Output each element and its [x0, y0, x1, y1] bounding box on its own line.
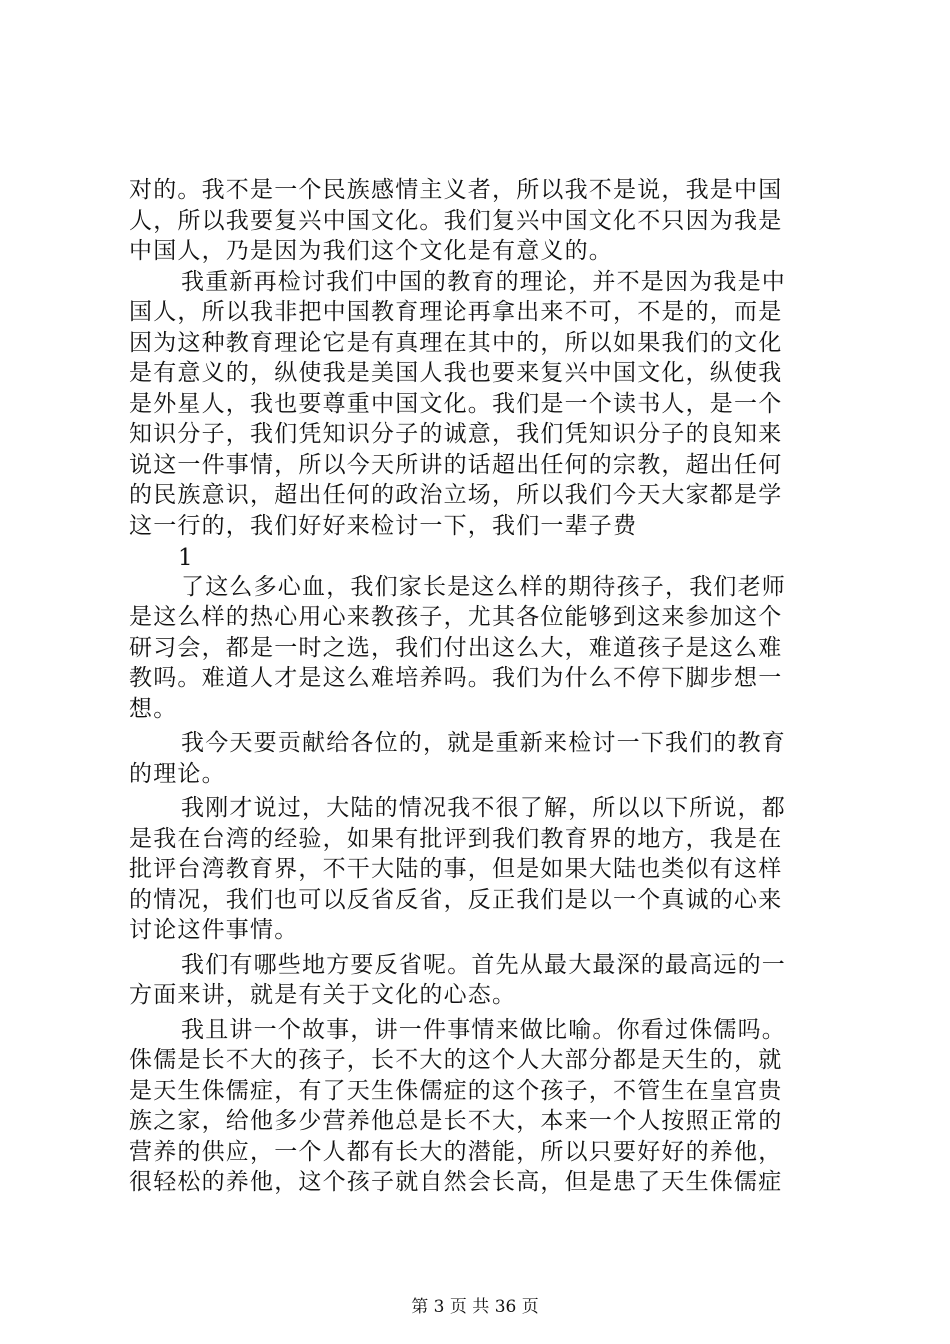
text-line: 侏儒是长不大的孩子，长不大的这个人大部分都是天生的，就: [129, 1047, 783, 1073]
text-line: 很轻松的养他，这个孩子就自然会长高，但是患了天生侏儒症: [129, 1169, 783, 1195]
text-line: 我今天要贡献给各位的，就是重新来检讨一下我们的教育: [181, 730, 786, 756]
text-line: 的情况，我们也可以反省反省，反正我们是以一个真诚的心来: [129, 887, 783, 913]
text-line: 我们有哪些地方要反省呢。首先从最大最深的最高远的一: [181, 952, 786, 978]
text-line: 了这么多心血，我们家长是这么样的期待孩子，我们老师: [181, 574, 786, 600]
text-line: 想。: [129, 696, 178, 722]
text-line: 批评台湾教育界，不干大陆的事，但是如果大陆也类似有这样: [129, 856, 783, 882]
text-line: 营养的供应，一个人都有长大的潜能，所以只要好好的养他，: [129, 1139, 783, 1165]
text-line: 的民族意识，超出任何的政治立场，所以我们今天大家都是学: [129, 482, 783, 508]
text-line: 是我在台湾的经验，如果有批评到我们教育界的地方，我是在: [129, 826, 783, 852]
text-line: 我重新再检讨我们中国的教育的理论，并不是因为我是中: [181, 269, 786, 295]
text-line: 因为这种教育理论它是有真理在其中的，所以如果我们的文化: [129, 330, 783, 356]
text-line: 的理论。: [129, 761, 226, 787]
text-line: 这一行的，我们好好来检讨一下，我们一辈子费: [129, 513, 638, 539]
text-line: 方面来讲，就是有关于文化的心态。: [129, 982, 517, 1008]
text-line: 人，所以我要复兴中国文化。我们复兴中国文化不只因为我是: [129, 208, 783, 234]
inline-page-number: 1: [178, 545, 193, 571]
text-line: 对的。我不是一个民族感情主义者，所以我不是说，我是中国: [129, 177, 783, 203]
text-line: 是有意义的，纵使我是美国人我也要来复兴中国文化，纵使我: [129, 360, 783, 386]
page-footer: 第 3 页 共 36 页: [411, 1297, 539, 1317]
text-line: 教吗。难道人才是这么难培养吗。我们为什么不停下脚步想一: [129, 665, 783, 691]
text-line: 族之家，给他多少营养他总是长不大，本来一个人按照正常的: [129, 1108, 783, 1134]
text-line: 讨论这件事情。: [129, 917, 299, 943]
text-line: 我刚才说过，大陆的情况我不很了解，所以以下所说，都: [181, 795, 786, 821]
text-line: 国人，所以我非把中国教育理论再拿出来不可，不是的，而是: [129, 299, 783, 325]
text-line: 是这么样的热心用心来教孩子，尤其各位能够到这来参加这个: [129, 604, 783, 630]
text-line: 中国人，乃是因为我们这个文化是有意义的。: [129, 238, 613, 264]
text-line: 研习会，都是一时之选，我们付出这么大，难道孩子是这么难: [129, 635, 783, 661]
text-line: 说这一件事情，所以今天所讲的话超出任何的宗教，超出任何: [129, 452, 783, 478]
text-line: 是外星人，我也要尊重中国文化。我们是一个读书人，是一个: [129, 391, 783, 417]
text-line: 知识分子，我们凭知识分子的诚意，我们凭知识分子的良知来: [129, 421, 783, 447]
text-line: 我且讲一个故事，讲一件事情来做比喻。你看过侏儒吗。: [181, 1017, 786, 1043]
text-line: 是天生侏儒症，有了天生侏儒症的这个孩子，不管生在皇宫贵: [129, 1078, 783, 1104]
